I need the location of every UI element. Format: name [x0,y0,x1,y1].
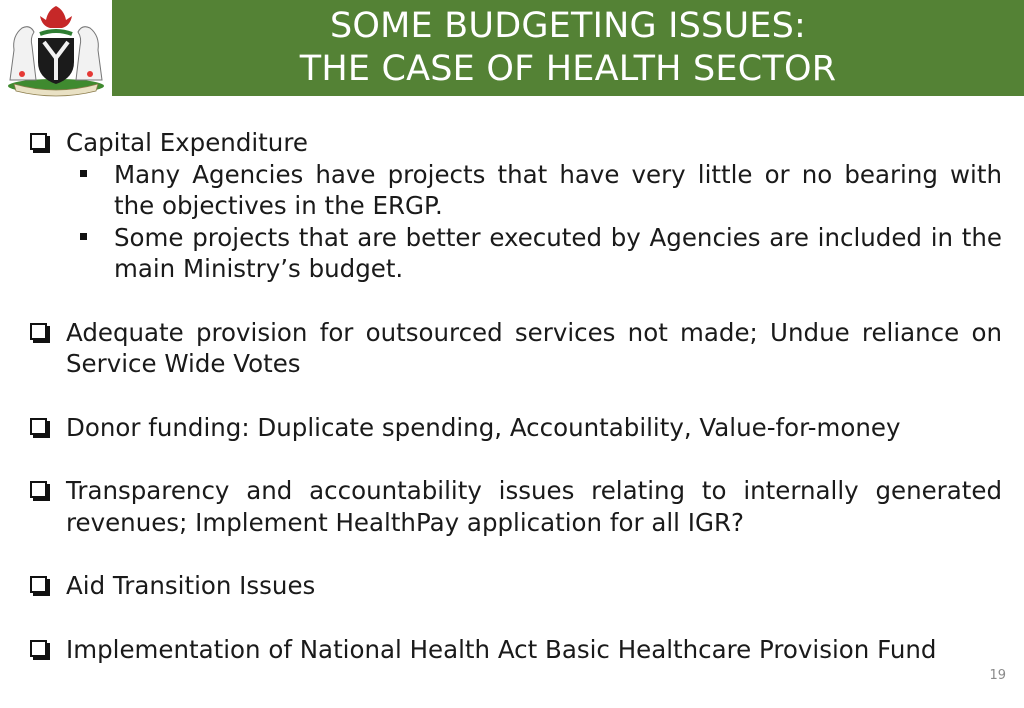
list-item-text: Capital Expenditure [66,128,308,157]
spacer [28,285,1002,317]
square-bullet-icon [80,233,87,240]
spacer [28,538,1002,570]
page-number: 19 [989,668,1006,683]
list-item-text: Transparency and accountability issues relating to internally generated revenues; Implement HealthPay application for all IGR? [66,476,1002,537]
list-item-national-health-act [28,634,1002,666]
slide-title-bar [112,0,1024,96]
checkbox-bullet-icon [30,418,47,435]
list-item-text: Adequate provision for outsourced services not made; Undue reliance on Service Wide Votes [66,317,1002,378]
sub-list-item [28,222,1002,285]
checkbox-bullet-icon [30,481,47,498]
checkbox-bullet-icon [30,640,47,657]
bullet-list [28,127,1002,665]
sub-list-item-text: Many Agencies have projects that have very little or no bearing with the objectives in the ERGP. [114,159,1002,220]
spacer [28,602,1002,634]
slide-title-line-1: SOME BUDGETING ISSUES: [329,6,807,46]
list-item-transparency [28,475,1002,538]
sub-list-item [28,159,1002,222]
square-bullet-icon [80,170,87,177]
coat-of-arms-logo [0,0,112,97]
coat-of-arms-icon [0,0,112,97]
spacer [28,380,1002,412]
checkbox-bullet-icon [30,323,47,340]
list-item-outsourced-services [28,317,1002,380]
checkbox-bullet-icon [30,133,47,150]
spacer [28,443,1002,475]
slide-title-line-2: THE CASE OF HEALTH SECTOR [299,49,837,89]
list-item-aid-transition [28,570,1002,602]
list-item-text: Implementation of National Health Act Basic Healthcare Provision Fund [66,634,937,664]
list-item-text: Aid Transition Issues [66,571,316,600]
checkbox-bullet-icon [30,576,47,593]
sub-list-item-text: Some projects that are better executed by Agencies are included in the main Ministry’s budget. [114,222,1002,283]
list-item-capital-expenditure [28,127,1002,159]
list-item-text: Donor funding: Duplicate spending, Accountability, Value-for-money [66,412,901,442]
list-item-donor-funding [28,412,1002,444]
